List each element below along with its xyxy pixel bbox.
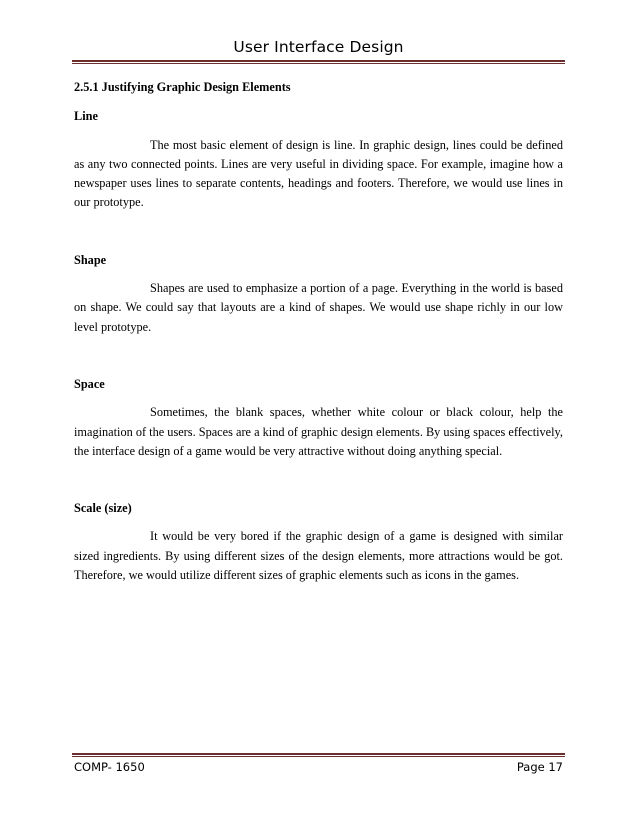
footer-rule-thin [72, 756, 565, 757]
page-header-title: User Interface Design [233, 38, 404, 56]
section-title: 2.5.1 Justifying Graphic Design Elements [74, 80, 291, 94]
paragraph-space: Sometimes, the blank spaces, whether white colour or black colour, help the imagination of the users. Spaces are a kind of graphic design elements. By using spaces effectively, the interface design of a game would be very attractive without doing anything special. [74, 405, 563, 458]
heading-space: Space [74, 376, 105, 391]
footer-page-number: Page 17 [516, 760, 563, 774]
heading-scale: Scale (size) [74, 501, 132, 516]
heading-shape: Shape [74, 252, 107, 267]
document-body [74, 78, 563, 585]
paragraph-scale: It would be very bored if the graphic design of a game is designed with similar sized ingredients. By using different sizes of the design elements, more attractions would be got. Therefore, we would utilize different sizes of graphic elements such as icons in the games. [74, 529, 563, 583]
paragraph-line: The most basic element of design is line. In graphic design, lines could be defined as any two connected points. Lines are very useful in dividing space. For example, imagine how a newspaper uses lines to separate contents, headings and footers. Therefore, we would use lines in our prototype. [74, 137, 563, 210]
footer-course-code: COMP- 1650 [74, 760, 145, 774]
footer-rule [72, 753, 565, 755]
paragraph-shape: Shapes are used to emphasize a portion of a page. Everything in the world is based on shape. We could say that layouts are a kind of shapes. We would use shape richly in our low level prototype. [74, 281, 563, 334]
header-rule [72, 60, 565, 62]
heading-line: Line [74, 109, 98, 124]
header-rule-thin [72, 63, 565, 64]
